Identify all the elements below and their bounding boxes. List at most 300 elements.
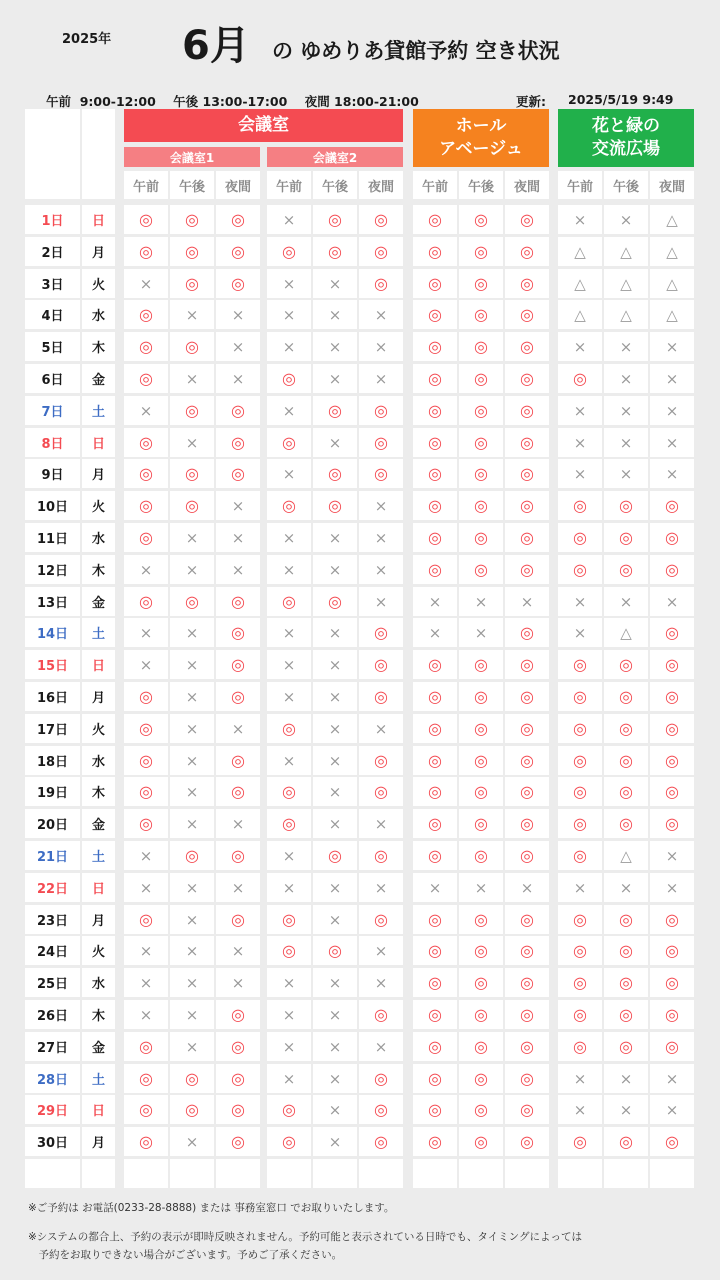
available-mark: ◎ [459,746,503,775]
available-mark: ◎ [313,936,357,965]
available-mark: ◎ [604,555,648,584]
hours-info: 午前 9:00-12:00 午後 13:00-17:00 夜間 18:00-21:00 [46,94,419,109]
empty-row-cell [170,1159,214,1188]
available-mark: ◎ [505,650,549,679]
period-header: 午前 [558,171,602,199]
date-cell: 23日 [25,905,80,934]
available-mark: ◎ [413,523,457,552]
available-mark: ◎ [505,269,549,298]
available-mark: ◎ [505,428,549,457]
available-mark: ◎ [413,1127,457,1156]
available-mark: ◎ [267,364,311,393]
available-mark: ◎ [604,650,648,679]
available-mark: ◎ [413,714,457,743]
available-mark: ◎ [413,269,457,298]
unavailable-mark: × [267,523,311,552]
unavailable-mark: × [216,491,260,520]
unavailable-mark: × [124,269,168,298]
available-mark: ◎ [604,682,648,711]
unavailable-mark: × [313,269,357,298]
weekday-cell: 金 [82,1032,115,1061]
weekday-cell: 木 [82,1000,115,1029]
available-mark: ◎ [558,555,602,584]
available-mark: ◎ [170,269,214,298]
available-mark: ◎ [413,1095,457,1124]
few-left-mark: △ [558,300,602,329]
footer-note-2: ※システムの都合上、予約の表示が即時反映されません。予約可能と表示されている日時でも、タイミングによっては [28,1231,582,1243]
period-header: 午前 [413,171,457,199]
unavailable-mark: × [124,396,168,425]
available-mark: ◎ [216,269,260,298]
available-mark: ◎ [459,714,503,743]
available-mark: ◎ [267,491,311,520]
available-mark: ◎ [359,1064,403,1093]
available-mark: ◎ [170,332,214,361]
available-mark: ◎ [359,650,403,679]
available-mark: ◎ [650,968,694,997]
available-mark: ◎ [604,523,648,552]
available-mark: ◎ [505,364,549,393]
available-mark: ◎ [650,618,694,647]
available-mark: ◎ [267,936,311,965]
unavailable-mark: × [170,682,214,711]
available-mark: ◎ [124,332,168,361]
weekday-cell: 土 [82,1064,115,1093]
available-mark: ◎ [359,428,403,457]
date-cell: 15日 [25,650,80,679]
available-mark: ◎ [170,459,214,488]
available-mark: ◎ [650,1000,694,1029]
unavailable-mark: × [313,1127,357,1156]
weekday-cell: 水 [82,300,115,329]
available-mark: ◎ [558,650,602,679]
available-mark: ◎ [313,491,357,520]
available-mark: ◎ [459,491,503,520]
available-mark: ◎ [413,237,457,266]
empty-row-cell [558,1159,602,1188]
available-mark: ◎ [505,682,549,711]
date-cell: 5日 [25,332,80,361]
unavailable-mark: × [650,332,694,361]
available-mark: ◎ [267,428,311,457]
weekday-cell: 土 [82,841,115,870]
available-mark: ◎ [505,459,549,488]
date-cell: 19日 [25,777,80,806]
available-mark: ◎ [124,523,168,552]
date-cell: 13日 [25,587,80,616]
unavailable-mark: × [558,618,602,647]
updated-label: 更新: [516,94,546,109]
available-mark: ◎ [505,205,549,234]
footer-note-1: ※ご予約は お電話(0233-28-8888) または 事務室窓口 でお取りいたします。 [28,1202,395,1214]
weekday-cell: 月 [82,905,115,934]
unavailable-mark: × [267,1000,311,1029]
empty-row-date [25,1159,80,1188]
unavailable-mark: × [313,1032,357,1061]
date-cell: 7日 [25,396,80,425]
unavailable-mark: × [359,809,403,838]
date-cell: 22日 [25,873,80,902]
available-mark: ◎ [124,237,168,266]
available-mark: ◎ [505,332,549,361]
empty-row-cell [650,1159,694,1188]
available-mark: ◎ [359,682,403,711]
available-mark: ◎ [505,523,549,552]
unavailable-mark: × [267,873,311,902]
period-header: 午前 [124,171,168,199]
available-mark: ◎ [459,1095,503,1124]
available-mark: ◎ [413,809,457,838]
available-mark: ◎ [359,269,403,298]
date-cell: 1日 [25,205,80,234]
unavailable-mark: × [216,332,260,361]
unavailable-mark: × [650,396,694,425]
unavailable-mark: × [216,555,260,584]
weekday-cell: 日 [82,650,115,679]
few-left-mark: △ [650,205,694,234]
date-cell: 6日 [25,364,80,393]
available-mark: ◎ [558,682,602,711]
weekday-cell: 木 [82,777,115,806]
unavailable-mark: × [216,714,260,743]
unavailable-mark: × [650,841,694,870]
weekday-cell: 火 [82,491,115,520]
unavailable-mark: × [124,650,168,679]
unavailable-mark: × [558,205,602,234]
few-left-mark: △ [604,237,648,266]
unavailable-mark: × [170,936,214,965]
available-mark: ◎ [313,587,357,616]
unavailable-mark: × [216,936,260,965]
available-mark: ◎ [124,1095,168,1124]
weekday-cell: 金 [82,364,115,393]
weekday-cell: 水 [82,523,115,552]
month-label: 6月 [182,23,250,69]
unavailable-mark: × [170,873,214,902]
available-mark: ◎ [505,905,549,934]
available-mark: ◎ [359,1000,403,1029]
unavailable-mark: × [505,587,549,616]
available-mark: ◎ [216,1127,260,1156]
unavailable-mark: × [359,968,403,997]
unavailable-mark: × [359,587,403,616]
available-mark: ◎ [124,459,168,488]
unavailable-mark: × [359,873,403,902]
available-mark: ◎ [359,459,403,488]
available-mark: ◎ [124,1032,168,1061]
available-mark: ◎ [413,300,457,329]
unavailable-mark: × [170,428,214,457]
available-mark: ◎ [267,809,311,838]
available-mark: ◎ [459,555,503,584]
available-mark: ◎ [124,746,168,775]
available-mark: ◎ [604,968,648,997]
available-mark: ◎ [413,968,457,997]
period-header: 午後 [313,171,357,199]
available-mark: ◎ [216,905,260,934]
unavailable-mark: × [359,555,403,584]
available-mark: ◎ [216,205,260,234]
few-left-mark: △ [558,269,602,298]
unavailable-mark: × [267,650,311,679]
unavailable-mark: × [313,300,357,329]
available-mark: ◎ [216,459,260,488]
unavailable-mark: × [216,873,260,902]
date-cell: 8日 [25,428,80,457]
available-mark: ◎ [359,841,403,870]
available-mark: ◎ [459,269,503,298]
unavailable-mark: × [313,1095,357,1124]
available-mark: ◎ [216,1064,260,1093]
unavailable-mark: × [216,809,260,838]
available-mark: ◎ [650,555,694,584]
available-mark: ◎ [216,746,260,775]
unavailable-mark: × [170,300,214,329]
available-mark: ◎ [216,841,260,870]
available-mark: ◎ [124,364,168,393]
date-cell: 26日 [25,1000,80,1029]
available-mark: ◎ [558,905,602,934]
available-mark: ◎ [558,1127,602,1156]
period-header: 午後 [170,171,214,199]
date-cell: 2日 [25,237,80,266]
available-mark: ◎ [170,491,214,520]
available-mark: ◎ [359,1127,403,1156]
available-mark: ◎ [650,523,694,552]
period-header: 夜間 [505,171,549,199]
available-mark: ◎ [413,428,457,457]
available-mark: ◎ [505,1000,549,1029]
weekday-cell: 水 [82,746,115,775]
available-mark: ◎ [558,968,602,997]
unavailable-mark: × [313,555,357,584]
available-mark: ◎ [216,428,260,457]
available-mark: ◎ [505,491,549,520]
date-cell: 9日 [25,459,80,488]
unavailable-mark: × [505,873,549,902]
unavailable-mark: × [124,1000,168,1029]
header-blank-date [25,109,80,199]
empty-row-cell [267,1159,311,1188]
available-mark: ◎ [124,205,168,234]
unavailable-mark: × [170,650,214,679]
available-mark: ◎ [459,332,503,361]
date-cell: 11日 [25,523,80,552]
unavailable-mark: × [170,1000,214,1029]
unavailable-mark: × [359,332,403,361]
unavailable-mark: × [313,1064,357,1093]
available-mark: ◎ [267,1095,311,1124]
available-mark: ◎ [413,459,457,488]
available-mark: ◎ [505,300,549,329]
available-mark: ◎ [558,777,602,806]
available-mark: ◎ [413,205,457,234]
unavailable-mark: × [558,587,602,616]
unavailable-mark: × [313,332,357,361]
available-mark: ◎ [359,618,403,647]
period-header: 夜間 [650,171,694,199]
available-mark: ◎ [170,396,214,425]
available-mark: ◎ [413,364,457,393]
available-mark: ◎ [413,777,457,806]
available-mark: ◎ [650,1127,694,1156]
available-mark: ◎ [413,841,457,870]
weekday-cell: 日 [82,428,115,457]
weekday-cell: 木 [82,555,115,584]
weekday-cell: 金 [82,809,115,838]
unavailable-mark: × [170,905,214,934]
available-mark: ◎ [650,491,694,520]
date-cell: 25日 [25,968,80,997]
unavailable-mark: × [459,587,503,616]
unavailable-mark: × [604,332,648,361]
empty-row-cell [216,1159,260,1188]
available-mark: ◎ [413,1032,457,1061]
available-mark: ◎ [459,777,503,806]
available-mark: ◎ [459,650,503,679]
available-mark: ◎ [170,237,214,266]
date-cell: 28日 [25,1064,80,1093]
unavailable-mark: × [650,1095,694,1124]
available-mark: ◎ [459,809,503,838]
unavailable-mark: × [124,555,168,584]
few-left-mark: △ [650,269,694,298]
few-left-mark: △ [650,300,694,329]
available-mark: ◎ [216,1000,260,1029]
unavailable-mark: × [650,459,694,488]
meeting-room-header: 会議室 [124,109,403,142]
unavailable-mark: × [604,1064,648,1093]
page-title: の ゆめりあ貸館予約 空き状況 [272,39,560,63]
unavailable-mark: × [170,746,214,775]
available-mark: ◎ [459,428,503,457]
unavailable-mark: × [459,873,503,902]
meeting-room-1-header: 会議室1 [124,147,260,167]
available-mark: ◎ [505,396,549,425]
available-mark: ◎ [505,1064,549,1093]
unavailable-mark: × [650,873,694,902]
unavailable-mark: × [313,714,357,743]
available-mark: ◎ [413,936,457,965]
unavailable-mark: × [604,459,648,488]
period-header: 夜間 [359,171,403,199]
available-mark: ◎ [558,1032,602,1061]
unavailable-mark: × [124,936,168,965]
available-mark: ◎ [124,300,168,329]
available-mark: ◎ [558,364,602,393]
available-mark: ◎ [267,905,311,934]
available-mark: ◎ [459,1000,503,1029]
weekday-cell: 月 [82,682,115,711]
available-mark: ◎ [558,714,602,743]
available-mark: ◎ [505,809,549,838]
available-mark: ◎ [650,682,694,711]
available-mark: ◎ [359,237,403,266]
available-mark: ◎ [505,936,549,965]
unavailable-mark: × [216,364,260,393]
available-mark: ◎ [650,746,694,775]
available-mark: ◎ [505,1127,549,1156]
available-mark: ◎ [359,1095,403,1124]
available-mark: ◎ [124,1127,168,1156]
available-mark: ◎ [124,777,168,806]
available-mark: ◎ [650,1032,694,1061]
available-mark: ◎ [413,905,457,934]
available-mark: ◎ [558,523,602,552]
unavailable-mark: × [558,1064,602,1093]
available-mark: ◎ [558,1000,602,1029]
unavailable-mark: × [313,777,357,806]
unavailable-mark: × [216,968,260,997]
unavailable-mark: × [359,491,403,520]
available-mark: ◎ [558,841,602,870]
date-cell: 3日 [25,269,80,298]
unavailable-mark: × [459,618,503,647]
unavailable-mark: × [170,714,214,743]
available-mark: ◎ [650,936,694,965]
unavailable-mark: × [170,1032,214,1061]
unavailable-mark: × [313,618,357,647]
available-mark: ◎ [459,682,503,711]
available-mark: ◎ [558,746,602,775]
weekday-cell: 月 [82,1127,115,1156]
available-mark: ◎ [459,237,503,266]
date-cell: 24日 [25,936,80,965]
available-mark: ◎ [459,1127,503,1156]
available-mark: ◎ [558,491,602,520]
available-mark: ◎ [604,1000,648,1029]
available-mark: ◎ [216,396,260,425]
available-mark: ◎ [413,555,457,584]
weekday-cell: 火 [82,714,115,743]
unavailable-mark: × [170,968,214,997]
available-mark: ◎ [359,396,403,425]
weekday-cell: 月 [82,237,115,266]
available-mark: ◎ [267,777,311,806]
unavailable-mark: × [604,428,648,457]
unavailable-mark: × [313,428,357,457]
unavailable-mark: × [313,746,357,775]
unavailable-mark: × [558,1095,602,1124]
weekday-cell: 金 [82,587,115,616]
unavailable-mark: × [413,618,457,647]
available-mark: ◎ [216,777,260,806]
available-mark: ◎ [459,905,503,934]
available-mark: ◎ [170,1095,214,1124]
available-mark: ◎ [267,237,311,266]
unavailable-mark: × [604,873,648,902]
available-mark: ◎ [216,237,260,266]
available-mark: ◎ [170,1064,214,1093]
available-mark: ◎ [505,1095,549,1124]
available-mark: ◎ [459,968,503,997]
available-mark: ◎ [313,396,357,425]
unavailable-mark: × [170,364,214,393]
unavailable-mark: × [313,523,357,552]
unavailable-mark: × [359,714,403,743]
unavailable-mark: × [558,396,602,425]
available-mark: ◎ [459,459,503,488]
empty-row-cell [359,1159,403,1188]
date-cell: 16日 [25,682,80,711]
unavailable-mark: × [313,1000,357,1029]
unavailable-mark: × [267,300,311,329]
header-blank-dow [82,109,115,199]
unavailable-mark: × [170,523,214,552]
available-mark: ◎ [313,459,357,488]
unavailable-mark: × [267,841,311,870]
available-mark: ◎ [413,650,457,679]
